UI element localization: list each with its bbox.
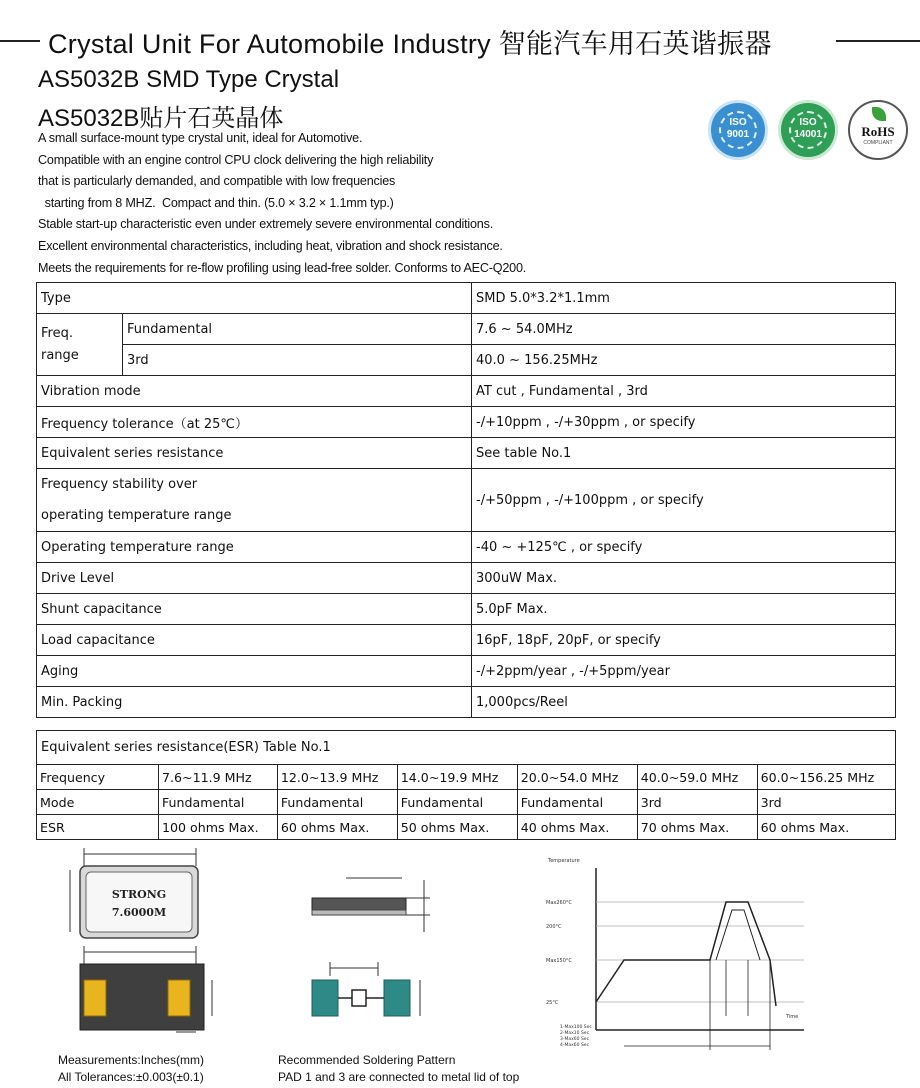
spec-label: Vibration mode xyxy=(37,376,472,407)
spec-label: Fundamental xyxy=(123,314,472,345)
solder-pad-3 xyxy=(168,980,190,1016)
spec-table xyxy=(36,282,896,718)
table-cell: 7.6~11.9 MHz xyxy=(159,765,278,790)
spec-value: AT cut , Fundamental , 3rd xyxy=(472,376,896,407)
drawings-svg xyxy=(0,840,920,1088)
drawings-section xyxy=(0,840,920,1088)
table-cell: 14.0~19.9 MHz xyxy=(397,765,517,790)
esr-row-label: ESR xyxy=(37,815,159,840)
spec-value: 5.0pF Max. xyxy=(472,594,896,625)
title-rule-right xyxy=(836,40,920,42)
table-cell: 12.0~13.9 MHz xyxy=(277,765,397,790)
spec-label: Load capacitance xyxy=(37,625,472,656)
table-cell: 60 ohms Max. xyxy=(277,815,397,840)
soldering-pattern xyxy=(312,962,420,1016)
table-cell: 60.0~156.25 MHz xyxy=(757,765,895,790)
table-cell: 3rd xyxy=(757,790,895,815)
leaf-icon xyxy=(872,107,886,121)
description-line: Meets the requirements for re-flow profiling using lead-free solder. Conforms to AEC-Q200. xyxy=(38,260,527,275)
table-cell: Fundamental xyxy=(159,790,278,815)
table-row xyxy=(37,687,896,718)
profile-legend: 1-Max100 Sec xyxy=(560,1025,592,1030)
model-title-en: AS5032B SMD Type Crystal xyxy=(38,66,340,93)
package-lid xyxy=(86,872,192,932)
pad-pattern-left xyxy=(312,980,338,1016)
spec-value: 1,000pcs/Reel xyxy=(472,687,896,718)
table-cell: 70 ohms Max. xyxy=(637,815,757,840)
marking-line2: 7.6000M xyxy=(111,906,167,919)
profile-curve-outer xyxy=(596,902,776,1006)
table-row xyxy=(37,563,896,594)
esr-row-label: Frequency xyxy=(37,765,159,790)
dimension-line xyxy=(84,848,196,866)
spec-label-freq-stability: Frequency stability over operating temperature range xyxy=(37,469,472,532)
marking-line1: STRONG xyxy=(111,888,167,901)
table-cell: 50 ohms Max. xyxy=(397,815,517,840)
spec-value: -/+50ppm , -/+100ppm , or specify xyxy=(472,469,896,532)
table-row xyxy=(37,469,896,532)
table-cell: 40.0~59.0 MHz xyxy=(637,765,757,790)
spec-label: Shunt capacitance xyxy=(37,594,472,625)
table-row xyxy=(37,438,896,469)
table-row xyxy=(37,407,896,438)
profile-label-max150: Max150°C xyxy=(546,958,572,964)
spec-label: 3rd xyxy=(123,345,472,376)
spec-label: Operating temperature range xyxy=(37,532,472,563)
package-side-view xyxy=(312,878,430,932)
spec-value: -40 ~ +125℃ , or specify xyxy=(472,532,896,563)
spec-value: -/+10ppm , -/+30ppm , or specify xyxy=(472,407,896,438)
caption-measurements: Measurements:Inches(mm) All Tolerances:±0.003(±0.1) xyxy=(58,1053,205,1084)
spec-label: Aging xyxy=(37,656,472,687)
pad-pattern-right xyxy=(384,980,410,1016)
description-line: Excellent environmental characteristics, including heat, vibration and shock resistance. xyxy=(38,238,503,253)
table-row xyxy=(37,283,896,314)
profile-legend: 4-Max60 Sec xyxy=(560,1043,590,1048)
description-line: that is particularly demanded, and compatible with low frequencies xyxy=(38,174,396,189)
iso-14001-icon: ISO 14001 xyxy=(778,100,838,160)
solder-pad-1 xyxy=(84,980,106,1016)
spec-value: 40.0 ~ 156.25MHz xyxy=(472,345,896,376)
caption-soldering: Recommended Soldering Pattern PAD 1 and 3 are connected to metal lid of top xyxy=(278,1053,520,1084)
profile-label-25: 25°C xyxy=(546,1000,559,1006)
spec-value: -/+2ppm/year , -/+5ppm/year xyxy=(472,656,896,687)
rohs-icon: RoHS COMPLIANT xyxy=(848,100,908,160)
description-line: Stable start-up characteristic even under extremely severe environmental conditions. xyxy=(38,217,493,232)
description-line: A small surface-mount type crystal unit, ideal for Automotive. xyxy=(38,131,363,145)
profile-label-200: 200°C xyxy=(546,924,562,930)
esr-table xyxy=(36,764,896,840)
title-rule-left xyxy=(0,40,40,42)
table-row xyxy=(37,532,896,563)
profile-label-temperature: Temperature xyxy=(548,858,580,864)
table-row xyxy=(37,625,896,656)
spec-value: 7.6 ~ 54.0MHz xyxy=(472,314,896,345)
product-description xyxy=(38,128,698,279)
spec-value: See table No.1 xyxy=(472,438,896,469)
table-cell: 60 ohms Max. xyxy=(757,815,895,840)
page-title: Crystal Unit For Automobile Industry 智能汽车用石英谐振器 xyxy=(48,29,772,59)
esr-table-title: Equivalent series resistance(ESR) Table No.1 xyxy=(36,730,896,765)
header-title-bar xyxy=(0,22,920,58)
table-cell: 20.0~54.0 MHz xyxy=(517,765,637,790)
spec-label: Drive Level xyxy=(37,563,472,594)
table-cell: 3rd xyxy=(637,790,757,815)
spec-label: Type xyxy=(37,283,472,314)
table-cell: Fundamental xyxy=(397,790,517,815)
spec-label: Min. Packing xyxy=(37,687,472,718)
spec-label: Equivalent series resistance xyxy=(37,438,472,469)
esr-row-label: Mode xyxy=(37,790,159,815)
profile-legend: 3-Max60 Sec xyxy=(560,1037,590,1042)
profile-label-time: Time xyxy=(786,1014,799,1020)
table-row xyxy=(37,656,896,687)
certification-badges xyxy=(708,100,908,162)
table-row xyxy=(37,765,896,790)
profile-label-max260: Max260°C xyxy=(546,900,572,906)
table-row xyxy=(37,345,896,376)
description-line: starting from 8 MHZ. Compact and thin. (5.0 × 3.2 × 1.1mm typ.) xyxy=(38,195,394,210)
table-cell: 40 ohms Max. xyxy=(517,815,637,840)
table-cell: Fundamental xyxy=(517,790,637,815)
spec-value: SMD 5.0*3.2*1.1mm xyxy=(472,283,896,314)
table-row xyxy=(37,815,896,840)
table-cell: 100 ohms Max. xyxy=(159,815,278,840)
reflow-profile-chart xyxy=(546,858,804,1050)
table-row xyxy=(37,376,896,407)
table-cell: Fundamental xyxy=(277,790,397,815)
description-line: Compatible with an engine control CPU clock delivering the high reliability xyxy=(38,152,434,167)
table-row xyxy=(37,314,896,345)
iso-9001-icon: ISO 9001 xyxy=(708,100,768,160)
model-title-cn: AS5032B贴片石英晶体 xyxy=(38,105,284,132)
spec-value: 16pF, 18pF, 20pF, or specify xyxy=(472,625,896,656)
spec-label-freq-range: Freq. range xyxy=(37,314,123,376)
profile-legend: 2-Max10 Sec xyxy=(560,1031,590,1036)
spec-value: 300uW Max. xyxy=(472,563,896,594)
table-row xyxy=(37,790,896,815)
table-row xyxy=(37,594,896,625)
spec-label: Frequency tolerance（at 25℃） xyxy=(37,407,472,438)
